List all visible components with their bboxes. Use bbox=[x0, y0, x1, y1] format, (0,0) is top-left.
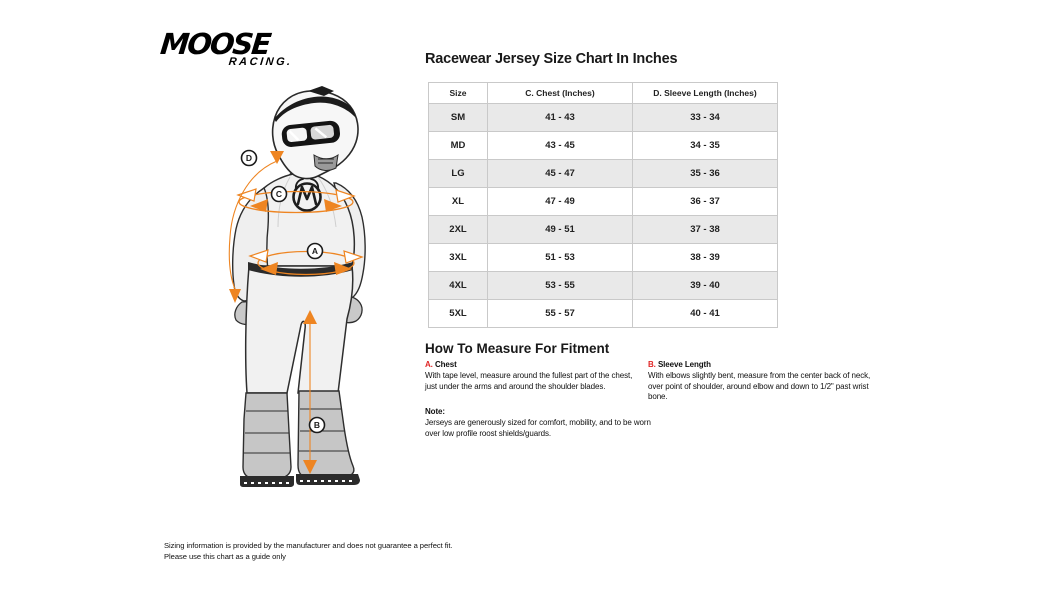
table-row bbox=[429, 244, 777, 272]
note-label: Note: bbox=[425, 407, 445, 416]
table-row bbox=[429, 160, 777, 188]
table-row bbox=[429, 272, 777, 300]
measure-chest-block bbox=[425, 360, 643, 392]
marker-b bbox=[310, 418, 325, 433]
logo-text-moose: MOOSE bbox=[158, 27, 272, 61]
table-row bbox=[429, 188, 777, 216]
logo-text-racing: RACING. bbox=[228, 56, 294, 68]
rider-illustration-svg bbox=[190, 75, 430, 490]
cell-chest: 41 - 43 bbox=[488, 104, 633, 131]
right-boot-sole bbox=[296, 474, 360, 485]
cell-chest: 51 - 53 bbox=[488, 244, 633, 271]
note-block bbox=[425, 407, 657, 439]
cell-chest: 45 - 47 bbox=[488, 160, 633, 187]
marker-d-label: D bbox=[245, 153, 253, 163]
measure-chest-key: A. bbox=[425, 360, 433, 369]
cell-sleeve: 33 - 34 bbox=[690, 112, 720, 123]
howto-heading: How To Measure For Fitment bbox=[425, 341, 610, 356]
cell-chest: 49 - 51 bbox=[488, 216, 633, 243]
moose-racing-logo bbox=[158, 27, 300, 68]
note-text: Jerseys are generously sized for comfort, mobility, and to be worn over low profile roost shields/guards. bbox=[425, 418, 651, 438]
cell-chest: 55 - 57 bbox=[488, 300, 633, 327]
cell-size: 3XL bbox=[429, 244, 488, 271]
footer-line-1: Sizing information is provided by the manufacturer and does not guarantee a perfect fit. bbox=[164, 541, 453, 550]
measure-chest-label: Chest bbox=[434, 360, 457, 369]
left-boot-sole bbox=[240, 476, 294, 487]
cell-size: 5XL bbox=[429, 300, 488, 327]
marker-c-label: C bbox=[275, 189, 283, 199]
pants bbox=[246, 266, 353, 393]
table-header-chest: C. Chest (Inches) bbox=[488, 83, 633, 103]
cell-sleeve: 40 - 41 bbox=[690, 308, 720, 319]
cell-sleeve: 39 - 40 bbox=[690, 280, 720, 291]
marker-a-label: A bbox=[311, 246, 319, 256]
marker-d bbox=[242, 151, 257, 166]
page-title: Racewear Jersey Size Chart In Inches bbox=[425, 51, 678, 67]
marker-b-label: B bbox=[313, 420, 321, 430]
cell-size: XL bbox=[429, 188, 488, 215]
table-header-sleeve: D. Sleeve Length (Inches) bbox=[653, 88, 757, 98]
cell-size: 4XL bbox=[429, 272, 488, 299]
cell-chest: 53 - 55 bbox=[488, 272, 633, 299]
rider-illustration bbox=[190, 75, 430, 490]
measure-sleeve-block bbox=[648, 360, 886, 403]
cell-sleeve: 36 - 37 bbox=[690, 196, 720, 207]
cell-chest: 47 - 49 bbox=[488, 188, 633, 215]
measure-chest-text: With tape level, measure around the fullest part of the chest, just under the arms and around the shoulder blades. bbox=[425, 371, 633, 391]
measure-sleeve-label: Sleeve Length bbox=[657, 360, 711, 369]
cell-sleeve: 38 - 39 bbox=[690, 252, 720, 263]
table-header-size: Size bbox=[429, 83, 488, 103]
marker-c bbox=[272, 187, 287, 202]
cell-size: LG bbox=[429, 160, 488, 187]
measure-chest-heading bbox=[425, 360, 643, 370]
cell-size: 2XL bbox=[429, 216, 488, 243]
size-table-body bbox=[429, 104, 777, 327]
measure-sleeve-key: B. bbox=[648, 360, 656, 369]
cell-chest: 43 - 45 bbox=[488, 132, 633, 159]
table-row bbox=[429, 132, 777, 160]
size-table bbox=[428, 82, 778, 328]
measure-sleeve-heading bbox=[648, 360, 886, 370]
footer-disclaimer bbox=[164, 540, 504, 562]
table-row bbox=[429, 300, 777, 327]
goggle-lens-right bbox=[310, 125, 334, 140]
cell-sleeve: 35 - 36 bbox=[690, 168, 720, 179]
table-row bbox=[429, 216, 777, 244]
left-boot bbox=[243, 393, 291, 478]
measure-sleeve-text: With elbows slightly bent, measure from the center back of neck, over point of shoulder, around elbow and down to 1/2" past wrist bone. bbox=[648, 371, 871, 402]
cell-size: SM bbox=[429, 104, 488, 131]
cell-sleeve: 37 - 38 bbox=[690, 224, 720, 235]
marker-a bbox=[308, 244, 323, 259]
cell-sleeve: 34 - 35 bbox=[690, 140, 720, 151]
cell-size: MD bbox=[429, 132, 488, 159]
footer-line-2: Please use this chart as a guide only bbox=[164, 552, 286, 561]
table-header-row bbox=[429, 83, 777, 104]
helmet bbox=[273, 86, 358, 179]
table-row bbox=[429, 104, 777, 132]
